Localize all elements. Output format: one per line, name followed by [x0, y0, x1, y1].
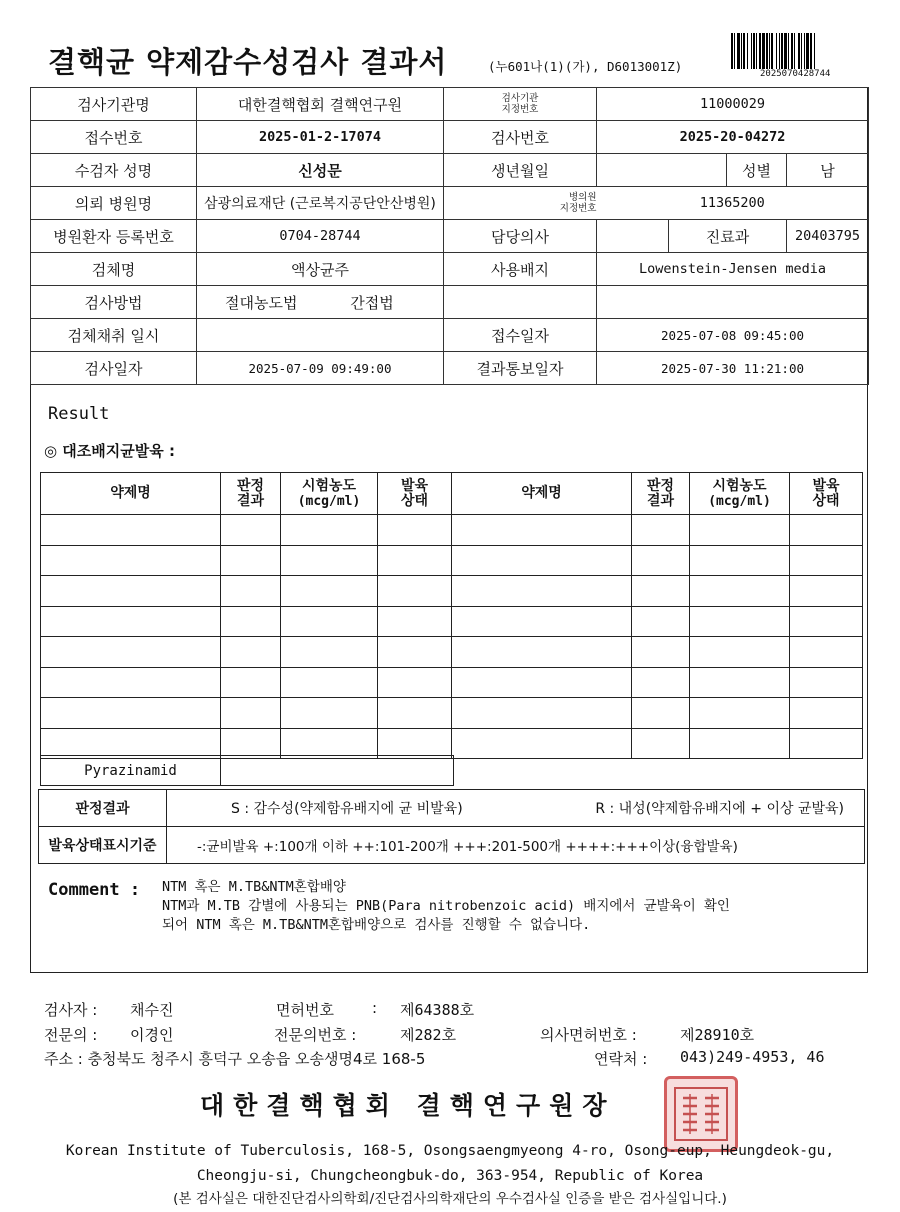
specimen-label: 검체명: [31, 253, 197, 286]
sex-label: 성별: [727, 154, 787, 187]
pyrazinamide-value: [221, 756, 454, 786]
conc-col-header: 시험농도 (mcg/ml): [281, 473, 378, 515]
dept: 20403795: [787, 220, 869, 253]
test-date-label: 검사일자: [31, 352, 197, 385]
comment-line: NTM 혹은 M.TB&NTM혼합배양: [162, 879, 346, 895]
table-row: [41, 637, 863, 668]
patient-reg: 0704-28744: [197, 220, 444, 253]
method-label: 검사방법: [31, 286, 197, 319]
table-row: [41, 545, 863, 576]
hospital-code-label: 병의원 지정번호: [444, 187, 597, 220]
judge-legend-label: 판정결과: [39, 790, 167, 827]
license-colon: :: [372, 999, 378, 1017]
growth-col-header-2: 발육 상태: [790, 473, 863, 515]
judge-legend: [167, 790, 865, 827]
medium-label: 사용배지: [444, 253, 597, 286]
table-row: [41, 667, 863, 698]
drug-result-table: [40, 472, 863, 759]
specialist-no: 제282호: [400, 1026, 457, 1044]
lab-name-label: 검사기관명: [31, 88, 197, 121]
address: 주소 : 충청북도 청주시 흥덕구 오송읍 오송생명4로 168-5: [44, 1050, 426, 1068]
comment-line: 되어 NTM 혹은 M.TB&NTM혼합배양으로 검사를 진행할 수 없습니다.: [162, 917, 591, 933]
sex: 남: [787, 154, 869, 187]
barcode-icon: [730, 33, 860, 69]
barcode-number: 2025070428744: [760, 69, 831, 79]
doctor: [597, 220, 669, 253]
method-extra-value: [597, 286, 869, 319]
comment-text: [162, 878, 730, 935]
test-no-label: 검사번호: [444, 121, 597, 154]
judge-s-text: S : 감수성(약제함유배지에 균 비발육): [231, 801, 463, 817]
judge-r-text: R : 내성(약제함유배지에 + 이상 균발육): [595, 801, 844, 817]
drug-col-header: 약제명: [41, 473, 221, 515]
collect: [197, 319, 444, 352]
patient-name-label: 수검자 성명: [31, 154, 197, 187]
english-address-line-1: Korean Institute of Tuberculosis, 168-5, Osongsaengmyeong 4-ro, Osong-eup, Heungdeok-gu,: [65, 1143, 835, 1159]
method-extra: [444, 286, 597, 319]
patient-name: 신성문: [197, 154, 444, 187]
certification-note: (본 검사실은 대한진단검사의학회/진단검사의학재단의 우수검사실 인증을 받은 검사실입니다.): [173, 1191, 727, 1207]
pyrazinamide-label: Pyrazinamid: [41, 756, 221, 786]
method-2: 간접법: [350, 293, 394, 312]
specialist-label: 전문의 :: [44, 1026, 98, 1044]
comment-line: NTM과 M.TB 감별에 사용되는 PNB(Para nitrobenzoic acid) 배지에서 균발육이 확인: [162, 898, 730, 914]
specialist-no-label: 전문의번호 :: [274, 1026, 357, 1044]
hospital-label: 의뢰 병원명: [31, 187, 197, 220]
birth-label: 생년월일: [444, 154, 597, 187]
english-address-line-2: Cheongju-si, Chungcheongbuk-do, 363-954, Republic of Korea: [196, 1168, 704, 1184]
growth-legend-text: -:균비발육 +:100개 이하 ++:101-200개 +++:201-500개 ++++:+++이상(융합발육): [167, 827, 865, 864]
license-label: 면허번호: [276, 1001, 334, 1019]
dept-label: 진료과: [669, 220, 787, 253]
document-code: (누601나(1)(가), D6013001Z): [488, 59, 683, 74]
lab-code-label: 검사기관 지정번호: [444, 88, 597, 121]
growth-legend-label: 발육상태표시기준: [39, 827, 167, 864]
reception-no-label: 접수번호: [31, 121, 197, 154]
received: 2025-07-08 09:45:00: [597, 319, 869, 352]
table-row: [41, 515, 863, 546]
hospital: 삼광의료재단 (근로복지공단안산병원): [197, 187, 444, 220]
growth-col-header: 발육 상태: [378, 473, 452, 515]
tester-label: 검사자 :: [44, 1001, 98, 1019]
drug-table-header: [41, 473, 863, 515]
doctor-label: 담당의사: [444, 220, 597, 253]
received-label: 접수일자: [444, 319, 597, 352]
lab-code: 11000029: [597, 88, 869, 121]
drug-col-header-2: 약제명: [452, 473, 632, 515]
test-no: 2025-20-04272: [597, 121, 869, 154]
result-heading: Result: [48, 404, 110, 424]
collect-label: 검체채취 일시: [31, 319, 197, 352]
specimen: 액상균주: [197, 253, 444, 286]
contact: 043)249-4953, 46: [680, 1048, 825, 1066]
document-title: 결핵균 약제감수성검사 결과서: [48, 45, 448, 79]
medium: Lowenstein-Jensen media: [597, 253, 869, 286]
control-growth-label: ◎ 대조배지균발육 :: [44, 442, 175, 460]
test-date: 2025-07-09 09:49:00: [197, 352, 444, 385]
table-row: [41, 698, 863, 729]
specialist-name: 이경인: [130, 1026, 174, 1044]
doctor-license-label: 의사면허번호 :: [540, 1026, 637, 1044]
report-label: 결과통보일자: [444, 352, 597, 385]
method: [197, 286, 444, 319]
hospital-code: 11365200: [597, 187, 869, 220]
license-no: 제64388호: [400, 1001, 475, 1019]
tester-name: 채수진: [130, 1001, 174, 1019]
method-1: 절대농도법: [225, 293, 298, 312]
table-row: [41, 728, 863, 759]
report-date: 2025-07-30 11:21:00: [597, 352, 869, 385]
lab-name: 대한결핵협회 결핵연구원: [197, 88, 444, 121]
comment-label: Comment :: [48, 880, 141, 900]
table-row: [41, 576, 863, 607]
doctor-license-no: 제28910호: [680, 1026, 755, 1044]
birth: [597, 154, 727, 187]
contact-label: 연락처 :: [594, 1050, 648, 1068]
judge-col-header-2: 판정 결과: [632, 473, 690, 515]
info-table: [30, 87, 869, 385]
legend-table: [38, 789, 865, 864]
judge-col-header: 판정 결과: [221, 473, 281, 515]
institute-name: 대한결핵협회 결핵연구원장: [200, 1091, 616, 1120]
conc-col-header-2: 시험농도 (mcg/ml): [690, 473, 790, 515]
table-row: [41, 606, 863, 637]
reception-no: 2025-01-2-17074: [197, 121, 444, 154]
pyrazinamide-table: [40, 755, 454, 786]
patient-reg-label: 병원환자 등록번호: [31, 220, 197, 253]
